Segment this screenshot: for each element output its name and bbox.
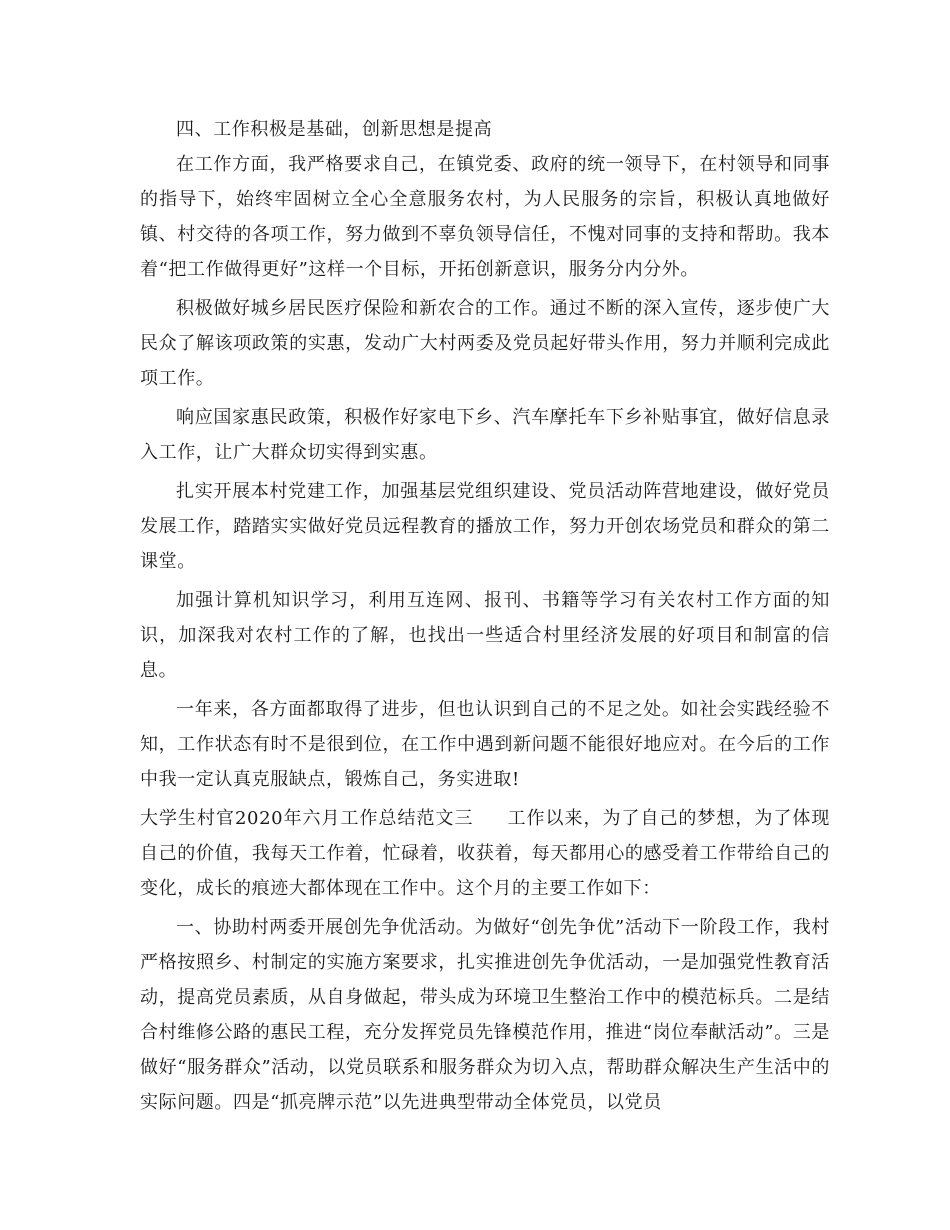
paragraph-create-excellence: 一、协助村两委开展创先争优活动。为做好“创先争优”活动下一阶段工作，我村严格按照乡、村制定的实施方案要求，扎实推进创先争优活动，一是加强党性教育活动，提高党员素质，从自身做起，带头成为环境卫生整治工作中的模范标兵。二是结合村维修公路的惠民工程，充分发挥党员先锋模范作用，推进“岗位奉献活动”。三是做好“服务群众”活动，以党员联系和服务群众为切入点，帮助群众解决生产生活中的实际问题。四是“抓亮牌示范”以先进典型带动全体党员，以党员 (140, 917, 830, 1113)
article-title: 大学生村官2020年六月工作总结范文三 (140, 808, 474, 829)
paragraph-computer-learning: 加强计算机知识学习，利用互连网、报刊、书籍等学习有关农村工作方面的知识，加深我对农村工作的了解，也找出一些适合村里经济发展的好项目和制富的信息。 (140, 590, 830, 681)
paragraph-party-building: 扎实开展本村党建工作，加强基层党组织建设、党员活动阵营地建设，做好党员发展工作，踏踏实实做好党员远程教育的播放工作，努力开创农场党员和群众的第二课堂。 (140, 481, 830, 572)
paragraph-year-summary: 一年来，各方面都取得了进步，但也认识到自己的不足之处。如社会实践经验不知，工作状态有时不是很到位，在工作中遇到新问题不能很好地应对。在今后的工作中我一定认真克服缺点，锻炼自己，务实进取! (140, 699, 830, 790)
paragraph-medical-insurance: 积极做好城乡居民医疗保险和新农合的工作。通过不断的深入宣传，逐步使广大民众了解该项政策的实惠，发动广大村两委及党员起好带头作用，努力并顺利完成此项工作。 (140, 298, 830, 389)
paragraph-subsidy-policy: 响应国家惠民政策，积极作好家电下乡、汽车摩托车下乡补贴事宜，做好信息录入工作，让广大群众切实得到实惠。 (140, 407, 830, 463)
paragraph-work-attitude: 在工作方面，我严格要求自己，在镇党委、政府的统一领导下，在村领导和同事的指导下，始终牢固树立全心全意服务农村，为人民服务的宗旨，积极认真地做好镇、村交待的各项工作，努力做到不辜负领导信任，不愧对同事的支持和帮助。我本着“把工作做得更好”这样一个目标，开拓创新意识，服务分内分外。 (140, 154, 830, 280)
document-page (140, 112, 830, 1124)
article-intro: 工作以来，为了自己的梦想，为了体现自己的价值，我每天工作着，忙碌着，收获着，每天都用心的感受着工作带给自己的变化，成长的痕迹大都体现在工作中。这个月的主要工作如下： (140, 808, 830, 899)
article-intro-block (140, 801, 830, 906)
section-heading: 四、工作积极是基础，创新思想是提高 (176, 119, 493, 140)
